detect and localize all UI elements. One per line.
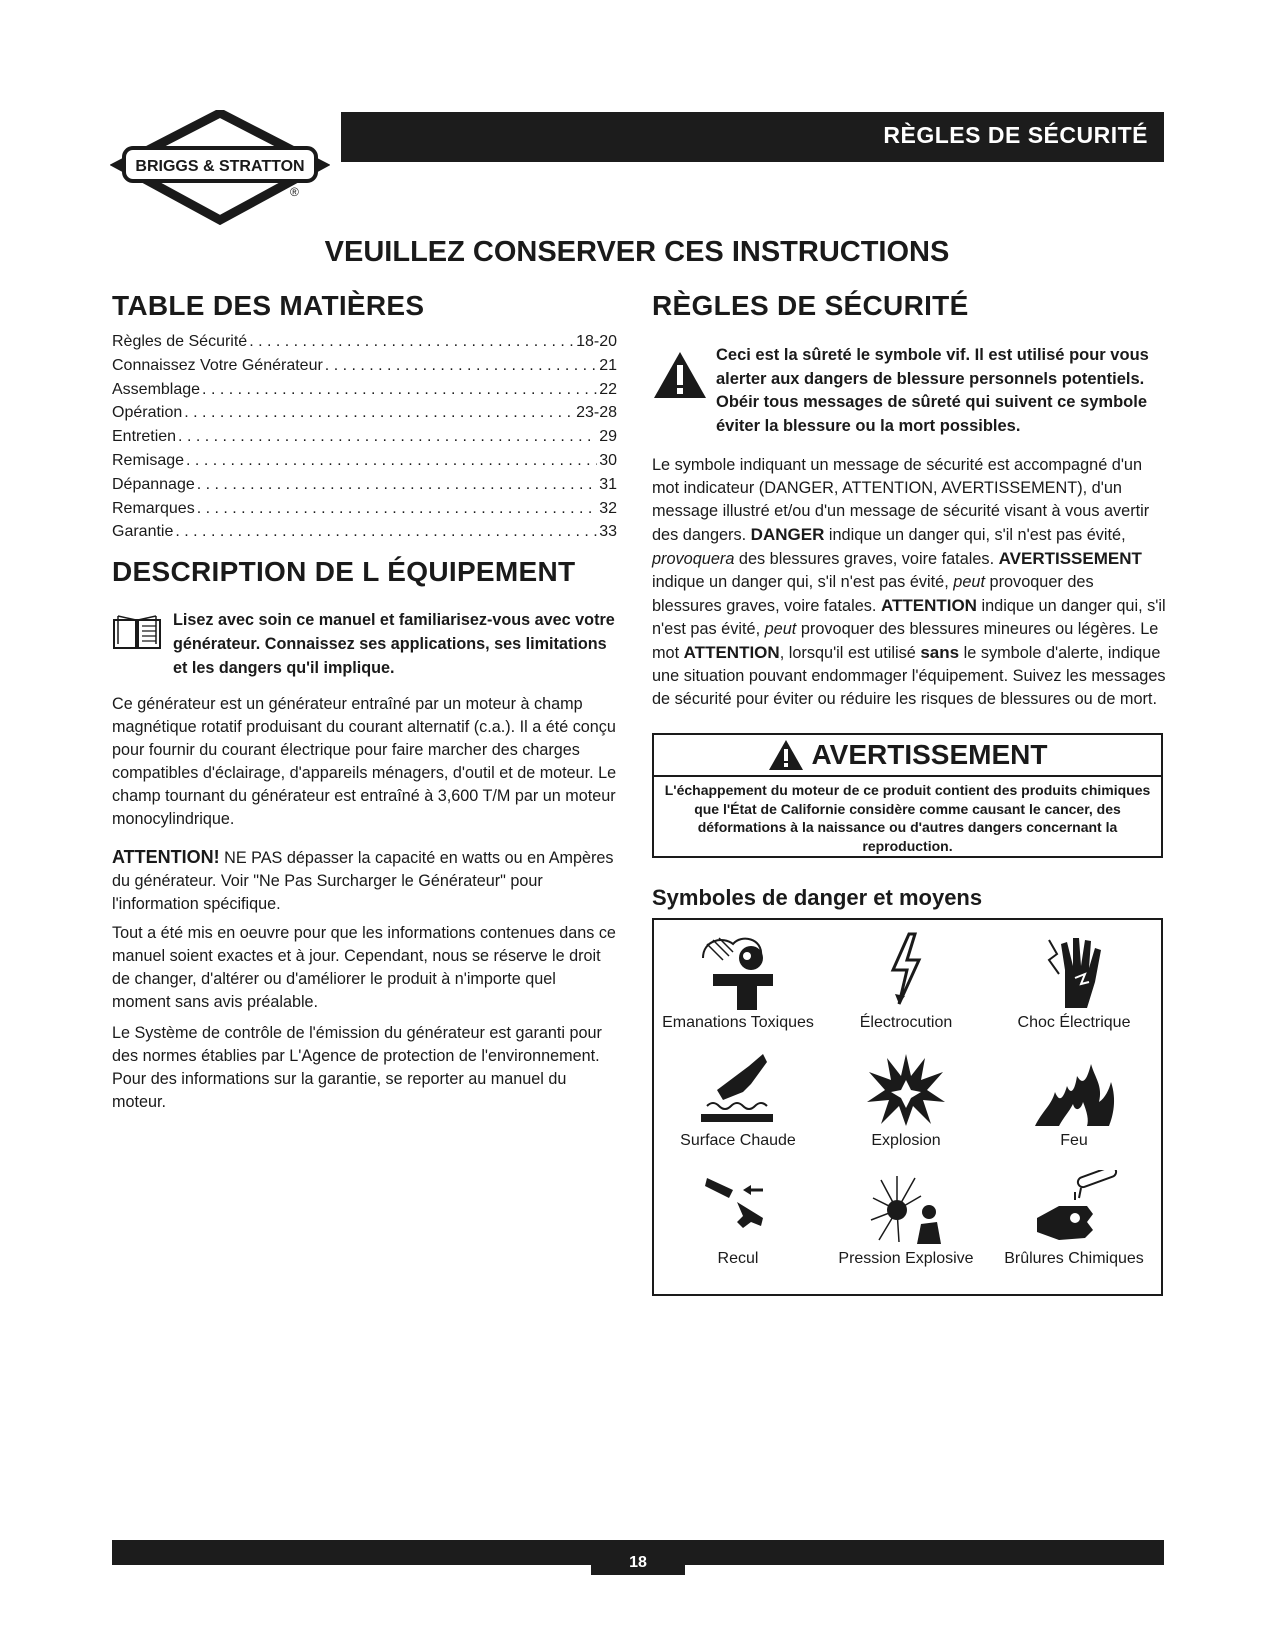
- toc-page: 18-20: [576, 333, 617, 350]
- registered-mark: ®: [290, 185, 299, 199]
- symbol-label: Explosion: [871, 1132, 941, 1149]
- page-number: 18: [591, 1540, 685, 1575]
- symbol-cell: [990, 930, 1158, 1032]
- hazard-symbols-grid: [652, 918, 1163, 1296]
- text-run: le symbole d'alerte, indique une situation pouvant endommager l'équipement. Suivez les messages de sécurité pour éviter ou réduire les risques de blessures ou de mort.: [652, 644, 1166, 708]
- symbol-cell: [654, 1170, 822, 1268]
- toc-label: Entretien: [112, 428, 177, 446]
- description-paragraph-4: Le Système de contrôle de l'émission du générateur est garanti pour des normes établies par L'Agence de protection de l'environnement. Pour des informations sur la garantie, se reporter au manuel du moteur.: [112, 1024, 602, 1111]
- symbol-label: Emanations Toxiques: [662, 1014, 814, 1031]
- book-icon: [112, 612, 162, 652]
- text-run: , lorsqu'il est utilisé: [779, 644, 921, 662]
- toc-heading: TABLE DES MATIÈRES: [112, 290, 425, 321]
- toc-row: [112, 354, 617, 378]
- header-title: RÈGLES DE SÉCURITÉ: [883, 122, 1148, 148]
- toc-leader-dots: [184, 401, 574, 425]
- text-run: indique un danger qui, s'il n'est pas évité,: [652, 573, 954, 591]
- description-paragraph-1: Ce générateur est un générateur entraîné par un moteur à champ magnétique rotatif produisant du courant alternatif (c.a.). Il a été conçu pour fournir du courant électrique pour faire marcher des charges compatibles d'éclairage, d'appareils ménagers, d'outil et de moteur. Le champ tournant du générateur est entraîné à 3,600 T/M par un moteur monocylindrique.: [112, 695, 617, 828]
- text-run: des blessures graves, voire fatales.: [734, 550, 999, 568]
- toc-page: 23-28: [576, 404, 617, 422]
- warning-box: [652, 733, 1163, 858]
- toc-label: Remarques: [112, 499, 195, 517]
- electrocution-icon: [861, 930, 951, 1010]
- toc-page: 29: [599, 428, 617, 446]
- toc-page: 22: [599, 380, 617, 398]
- toc-label: Connaissez Votre Générateur: [112, 356, 323, 374]
- symbol-cell: [822, 1170, 990, 1268]
- electric-shock-icon: [1029, 930, 1119, 1010]
- text-run: provoquer des blessures graves, voire fatales.: [652, 573, 1094, 615]
- warning-triangle-icon: [768, 739, 804, 771]
- bold-term: ATTENTION: [880, 596, 977, 615]
- attention-text: NE PAS dépasser la capacité en watts ou en Ampères du générateur. Voir "Ne Pas Surcharger le Générateur" pour l'information spécifique.: [112, 849, 614, 913]
- symbol-cell: [654, 1050, 822, 1150]
- symbol-label: Pression Explosive: [838, 1250, 974, 1267]
- hot-surface-icon: [693, 1050, 783, 1128]
- toc-label: Garantie: [112, 523, 174, 541]
- toc-leader-dots: [197, 497, 598, 521]
- toc-row: [112, 497, 617, 521]
- text-run: provoquer des blessures mineures ou légères. Le mot: [652, 620, 1159, 662]
- toc-page: 30: [599, 451, 617, 469]
- symbol-cell: [990, 1170, 1158, 1268]
- toc-leader-dots: [175, 520, 597, 544]
- toc-leader-dots: [178, 425, 597, 449]
- bold-term: sans: [920, 643, 960, 662]
- symbols-heading: Symboles de danger et moyens: [652, 885, 983, 910]
- text-run: Le symbole indiquant un message de sécurité est accompagné d'un mot indicateur (DANGER, ATTENTION, AVERTISSEMENT), d'un message illustré et/ou d'un message de sécurité visant à vous avertir des dangers.: [652, 456, 1150, 544]
- italic-term: provoquera: [652, 550, 735, 568]
- symbol-label: Surface Chaude: [680, 1132, 796, 1149]
- header-bar: [341, 112, 1164, 162]
- attention-label: ATTENTION!: [112, 847, 220, 867]
- symbol-label: Recul: [717, 1250, 759, 1267]
- warning-title: AVERTISSEMENT: [811, 739, 1048, 770]
- italic-term: peut: [953, 573, 985, 591]
- symbol-label: Choc Électrique: [1017, 1014, 1131, 1031]
- fire-icon: [1029, 1050, 1119, 1128]
- briggs-stratton-logo: [110, 110, 330, 225]
- toxic-fumes-icon: [693, 930, 783, 1010]
- bold-term: AVERTISSEMENT: [998, 549, 1142, 568]
- kickback-icon: [693, 1170, 783, 1246]
- bold-term: ATTENTION: [683, 643, 780, 662]
- symbol-cell: [822, 930, 990, 1032]
- toc-leader-dots: [186, 449, 597, 473]
- toc-row: [112, 520, 617, 544]
- text-run: indique un danger qui, s'il n'est pas évité,: [824, 526, 1126, 544]
- symbol-label: Feu: [1060, 1132, 1088, 1149]
- toc-row: [112, 449, 617, 473]
- text-run: indique un danger qui, s'il n'est pas évité,: [652, 597, 1166, 638]
- toc-page: 32: [599, 499, 617, 517]
- bold-term: DANGER: [750, 525, 825, 544]
- toc-label: Règles de Sécurité: [112, 333, 248, 350]
- toc-row: [112, 378, 617, 402]
- symbol-cell: [990, 1050, 1158, 1150]
- toc-row: [112, 401, 617, 425]
- symbol-label: Brûlures Chimiques: [1004, 1250, 1144, 1267]
- toc-row: [112, 425, 617, 449]
- toc-leader-dots: [249, 330, 574, 354]
- main-title: VEUILLEZ CONSERVER CES INSTRUCTIONS: [324, 236, 950, 268]
- toc-page: 31: [599, 475, 617, 493]
- safety-heading: RÈGLES DE SÉCURITÉ: [652, 290, 969, 321]
- warning-title-row: [654, 735, 1161, 775]
- chemical-burn-icon: [1029, 1170, 1119, 1246]
- table-of-contents: [112, 330, 617, 544]
- manual-note: Lisez avec soin ce manuel et familiarisez-vous avec votre générateur. Connaissez ses applications, ses limitations et les dangers qu'il implique.: [173, 611, 615, 677]
- safety-paragraph: [652, 454, 1167, 711]
- toc-row: [112, 330, 617, 354]
- italic-term: peut: [764, 620, 797, 638]
- explosive-pressure-icon: [861, 1170, 951, 1246]
- warning-divider: [654, 775, 1161, 777]
- attention-paragraph: [112, 846, 617, 916]
- description-heading: DESCRIPTION DE L ÉQUIPEMENT: [112, 556, 576, 587]
- symbol-label: Électrocution: [859, 1014, 953, 1031]
- toc-label: Assemblage: [112, 380, 201, 398]
- safety-alert-icon: [652, 350, 708, 400]
- safety-alert-note: Ceci est la sûreté le symbole vif. Il est utilisé pour vous alerter aux dangers de blessure personnels potentiels. Obéir tous messages de sûreté qui suivent ce symbole éviter la blessure ou la mort possibles.: [716, 346, 1149, 435]
- toc-row: [112, 473, 617, 497]
- toc-leader-dots: [197, 473, 597, 497]
- symbol-cell: [654, 930, 822, 1032]
- toc-label: Opération: [112, 404, 183, 422]
- toc-leader-dots: [202, 378, 597, 402]
- description-paragraph-3: Tout a été mis en oeuvre pour que les informations contenues dans ce manuel soient exactes et à jour. Cependant, nous se réserve le droit de changer, d'altérer ou d'améliorer le produit à n'importe quel moment sans avis préalable.: [112, 924, 616, 1011]
- explosion-icon: [861, 1050, 951, 1128]
- toc-label: Dépannage: [112, 475, 195, 493]
- toc-leader-dots: [325, 354, 597, 378]
- symbol-cell: [822, 1050, 990, 1150]
- warning-text: L'échappement du moteur de ce produit contient des produits chimiques que l'État de Californie considère comme causant le cancer, des déformations à la naissance ou d'autres dangers concernant la reproduction.: [664, 782, 1151, 854]
- logo-text: BRIGGS & STRATTON: [135, 158, 305, 175]
- toc-page: 33: [599, 523, 617, 541]
- toc-page: 21: [599, 356, 617, 374]
- toc-label: Remisage: [112, 451, 185, 469]
